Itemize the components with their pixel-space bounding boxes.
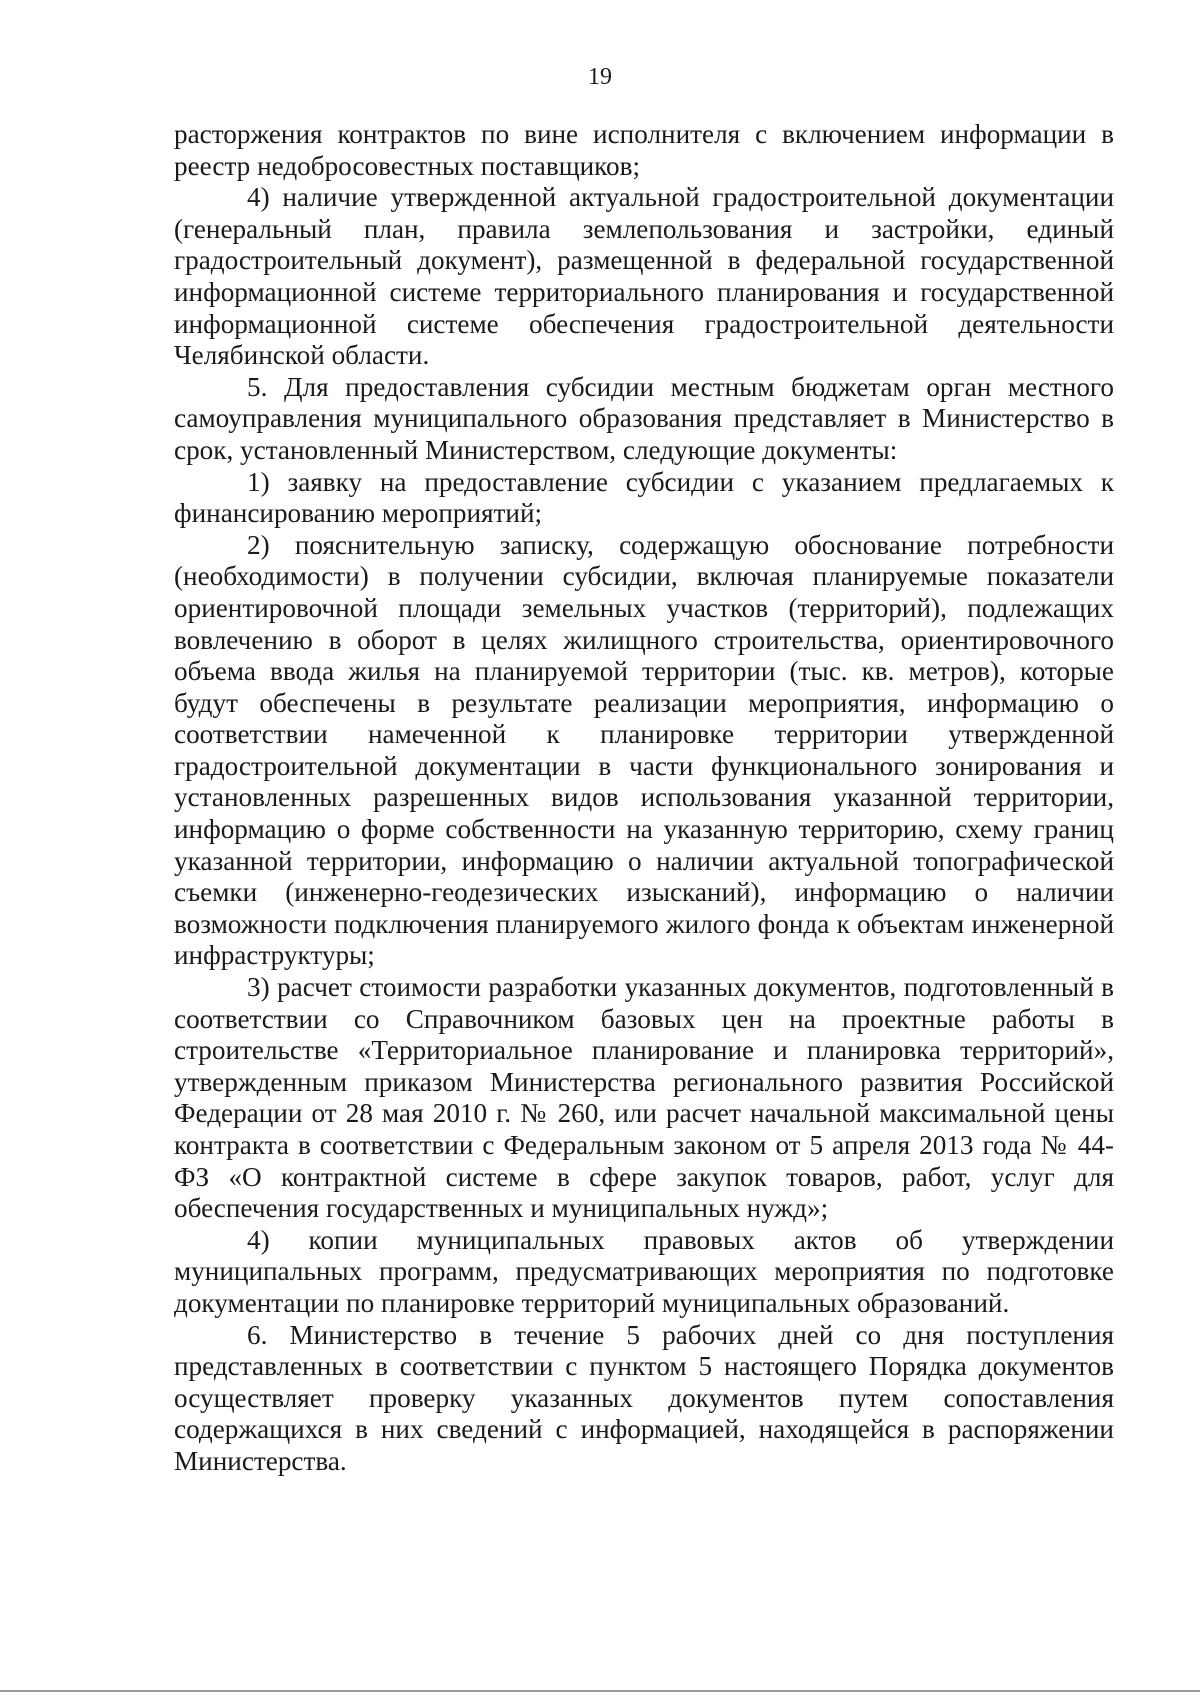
scan-bottom-edge bbox=[0, 1690, 1200, 1692]
paragraph-item-4-municipal-acts: 4) копии муниципальных правовых актов об утверждении муниципальных программ, предусматривающих мероприятия по подготовке документации по планировке территорий муниципальных образований. bbox=[174, 1224, 1114, 1318]
document-body bbox=[174, 119, 1114, 1478]
page-number: 19 bbox=[588, 64, 612, 90]
paragraph-item-4-documentation: 4) наличие утвержденной актуальной градостроительной документации (генеральный план, правила землепользования и застройки, единый градостроительный документ), размещенной в федеральной государственной информационной системе территориального планирования и государственной информационной системе обеспечения градостроительной деятельности Челябинской области. bbox=[174, 182, 1114, 371]
paragraph-item-3-cost-calculation: 3) расчет стоимости разработки указанных документов, подготовленный в соответствии со Справочником базовых цен на проектные работы в строительстве «Территориальное планирование и планировка территорий», утвержденным приказом Министерства регионального развития Российской Федерации от 28 мая 2010 г. № 260, или расчет начальной максимальной цены контракта в соответствии с Федеральным законом от 5 апреля 2013 года № 44-ФЗ «О контрактной системе в сфере закупок товаров, работ, услуг для обеспечения государственных и муниципальных нужд»; bbox=[174, 972, 1114, 1224]
paragraph-continuation: расторжения контрактов по вине исполнителя с включением информации в реестр недобросовестных поставщиков; bbox=[174, 119, 1114, 181]
paragraph-item-1-application: 1) заявку на предоставление субсидии с указанием предлагаемых к финансированию мероприятий; bbox=[174, 466, 1114, 529]
paragraph-section-5: 5. Для предоставления субсидии местным бюджетам орган местного самоуправления муниципального образования представляет в Министерство в срок, установленный Министерством, следующие документы: bbox=[174, 371, 1114, 465]
paragraph-section-6: 6. Министерство в течение 5 рабочих дней со дня поступления представленных в соответствии с пунктом 5 настоящего Порядка документов осуществляет проверку указанных документов путем сопоставления содержащихся в них сведений с информацией, находящейся в распоряжении Министерства. bbox=[174, 1319, 1114, 1476]
paragraph-item-2-explanatory-note: 2) пояснительную записку, содержащую обоснование потребности (необходимости) в получении субсидии, включая планируемые показатели ориентировочной площади земельных участков (территорий), подлежащих вовлечению в оборот в целях жилищного строительства, ориентировочного объема ввода жилья на планируемой территории (тыс. кв. метров), которые будут обеспечены в результате реализации мероприятия, информацию о соответствии намеченной к планировке территории утвержденной градостроительной документации в части функционального зонирования и установленных разрешенных видов использования указанной территории, информацию о форме собственности на указанную территорию, схему границ указанной территории, информацию о наличии актуальной топографической съемки (инженерно-геодезических изысканий), информацию о наличии возможности подключения планируемого жилого фонда к объектам инженерной инфраструктуры; bbox=[174, 529, 1114, 971]
